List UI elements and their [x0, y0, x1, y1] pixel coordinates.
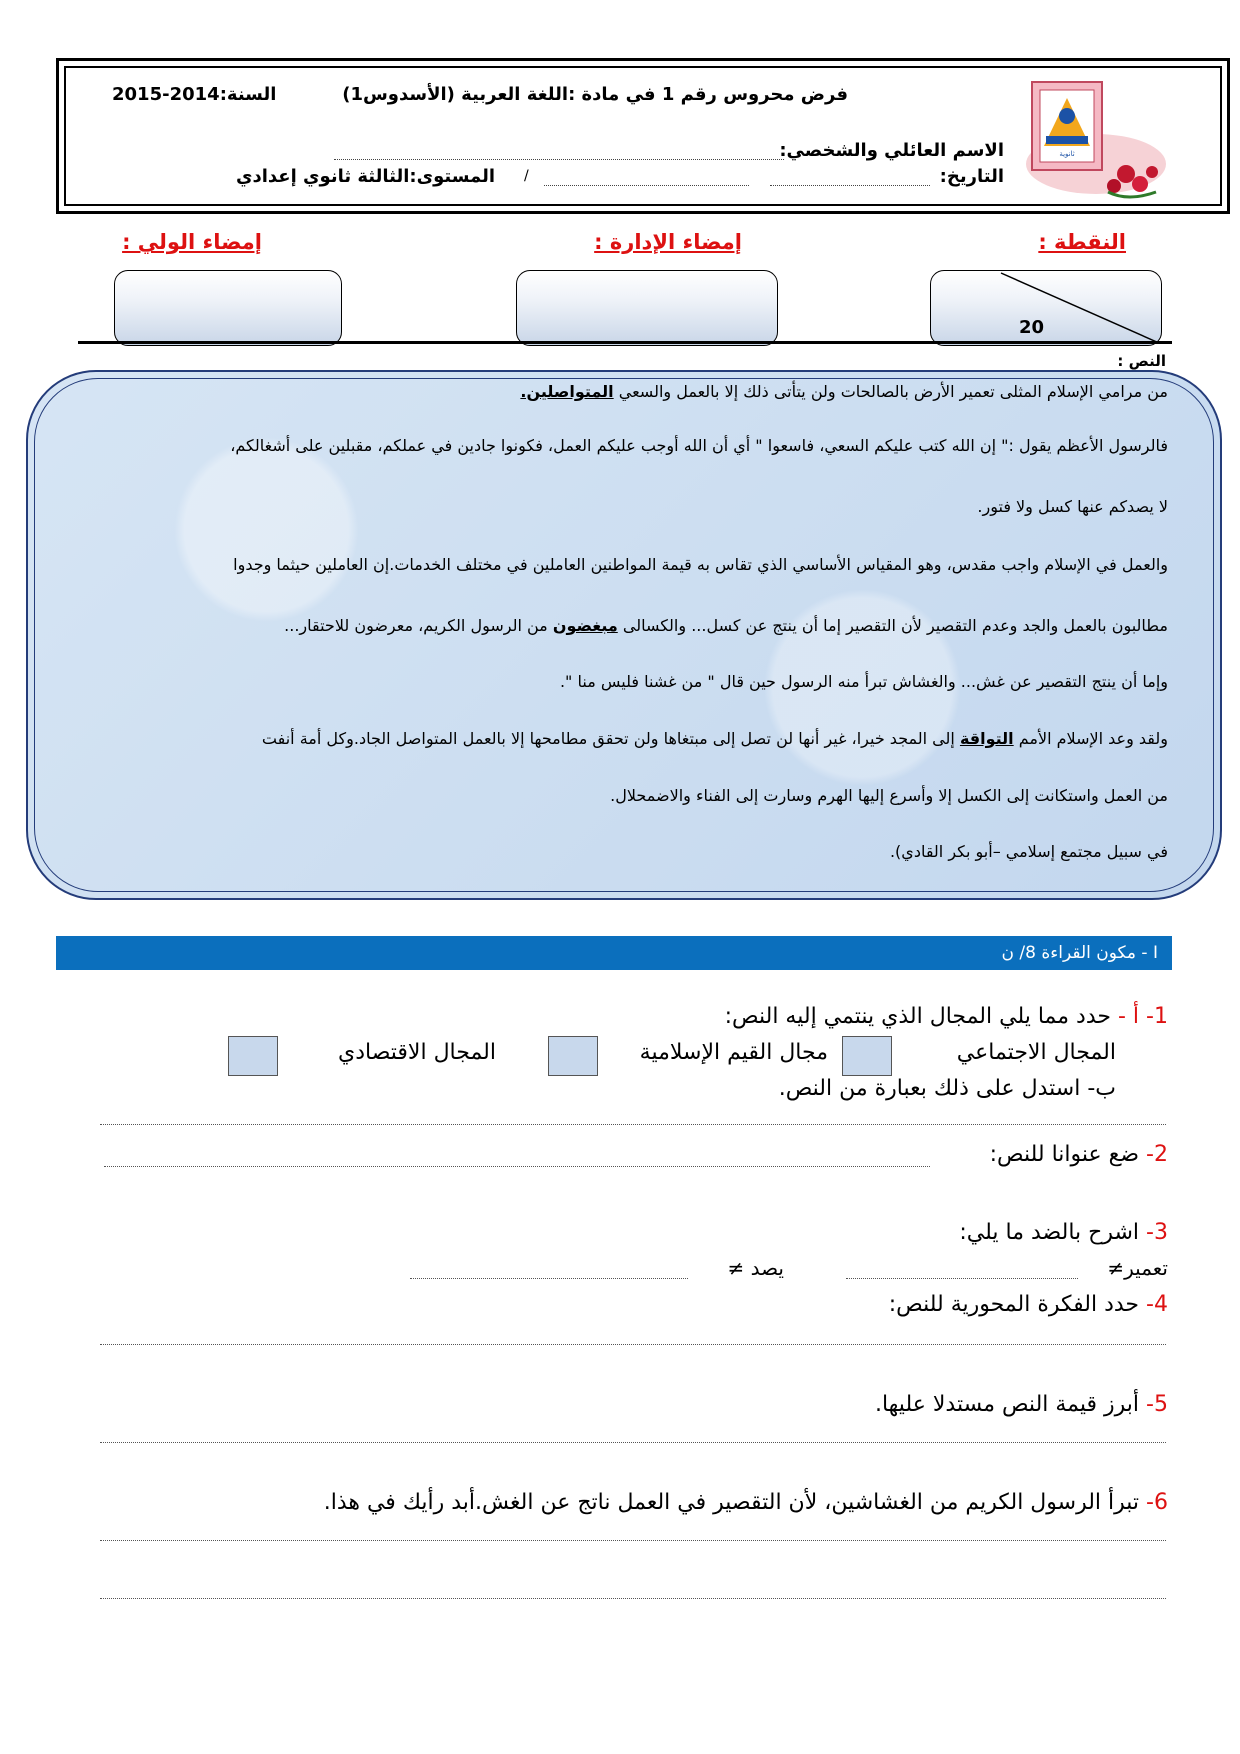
school-year: السنة:2014-2015: [112, 84, 277, 105]
date-slash: /: [524, 168, 529, 184]
admin-signature-label: إمضاء الإدارة :: [594, 230, 742, 254]
text-keyword-2: مبغضون: [552, 616, 618, 635]
grade-diagonal: [931, 271, 1163, 347]
level: المستوى:الثالثة ثانوي إعدادي: [236, 166, 496, 187]
grade-total: 20: [1019, 317, 1045, 338]
q4-prompt: 4- حدد الفكرة المحورية للنص:: [888, 1292, 1168, 1317]
school-logo: [1018, 76, 1168, 206]
date-label: التاريخ:: [939, 166, 1004, 187]
text-label: النص :: [1117, 352, 1166, 370]
q2-answer-line[interactable]: [104, 1166, 930, 1167]
option-islamic-values-label: مجال القيم الإسلامية: [639, 1040, 828, 1065]
text-keyword-3: التواقة: [959, 729, 1014, 748]
parent-signature-label: إمضاء الولي :: [122, 230, 262, 254]
q1-prompt: 1- أ - حدد مما يلي المجال الذي ينتمي إليه النص:: [724, 1004, 1168, 1029]
q6-answer-line-1[interactable]: [100, 1540, 1166, 1541]
separator-line: [78, 341, 1172, 344]
q3-word-2: يصد ≠: [727, 1256, 784, 1280]
date-field[interactable]: [770, 184, 930, 186]
option-islamic-values-checkbox[interactable]: [548, 1036, 598, 1076]
q6-prompt: 6- تبرأ الرسول الكريم من الغشاشين، لأن التقصير في العمل ناتج عن الغش.أبد رأيك في هذا.: [323, 1490, 1168, 1515]
q1b-prompt: ب- استدل على ذلك بعبارة من النص.: [778, 1076, 1116, 1101]
q3-answer-1[interactable]: [846, 1278, 1078, 1279]
option-social-checkbox[interactable]: [842, 1036, 892, 1076]
name-label: الاسم العائلي والشخصي:: [779, 140, 1004, 161]
logo-caption: ثانوية: [1059, 150, 1075, 158]
text-line-4: والعمل في الإسلام واجب مقدس، وهو المقياس الأساسي الذي تقاس به قيمة المواطنين العاملين في مختلف الخدمات.إن العاملين حيثما وجدوا: [233, 555, 1168, 574]
reading-section-title: I - مكون القراءة 8/ ن: [1001, 943, 1158, 963]
date-field-2[interactable]: [544, 184, 749, 186]
text-keyword-1: المتواصلين.: [520, 382, 614, 401]
grade-box[interactable]: [930, 270, 1162, 346]
text-panel-inner: [34, 378, 1214, 892]
text-line-5: مطالبون بالعمل والجد وعدم التقصير لأن التقصير إما أن ينتج عن كسل... والكسالى مبغضون من الرسول الكريم، معرضون للاحتقار...: [284, 616, 1168, 635]
q3-answer-2[interactable]: [410, 1278, 688, 1279]
parent-signature-box[interactable]: [114, 270, 342, 346]
option-social-label: المجال الاجتماعي: [956, 1040, 1116, 1065]
text-line-7: ولقد وعد الإسلام الأمم التواقة إلى المجد خيرا، غير أنها لن تصل إلى مبتغاها ولن تحقق مطامحها إلا بالعمل المتواصل الجاد.وكل أمة أنفت: [261, 729, 1168, 748]
q3-prompt: 3- اشرح بالضد ما يلي:: [959, 1220, 1168, 1245]
option-economic-label: المجال الاقتصادي: [337, 1040, 496, 1065]
q1-answer-line[interactable]: [100, 1124, 1166, 1125]
q6-answer-line-2[interactable]: [100, 1598, 1166, 1599]
q4-answer-line[interactable]: [100, 1344, 1166, 1345]
q2-prompt: 2- ضع عنوانا للنص:: [989, 1142, 1168, 1167]
text-line-2: فالرسول الأعظم يقول :" إن الله كتب عليكم السعي، فاسعوا " أي أن الله أوجب عليكم العمل، فكونوا جادين في عملكم، مقبلين على أشغالكم،: [230, 436, 1168, 455]
q5-prompt: 5- أبرز قيمة النص مستدلا عليها.: [874, 1392, 1168, 1417]
q3-word-1: تعمير≠: [1107, 1256, 1168, 1280]
admin-signature-box[interactable]: [516, 270, 778, 346]
text-line-1: من مرامي الإسلام المثلى تعمير الأرض بالصالحات ولن يتأتى ذلك إلا بالعمل والسعي المتواصلين.: [520, 382, 1168, 401]
reading-section-bar: [56, 936, 1172, 970]
name-field[interactable]: [334, 158, 784, 160]
text-line-3: لا يصدكم عنها كسل ولا فتور.: [977, 497, 1168, 516]
text-line-8: من العمل واستكانت إلى الكسل إلا وأسرع إليها الهرم وسارت إلى الفناء والاضمحلال.: [610, 786, 1168, 805]
exam-title: فرض محروس رقم 1 في مادة :اللغة العربية (الأسدوس1): [342, 84, 848, 105]
grade-label: النقطة :: [1038, 230, 1126, 254]
q5-answer-line[interactable]: [100, 1442, 1166, 1443]
option-economic-checkbox[interactable]: [228, 1036, 278, 1076]
text-line-6: وإما أن ينتج التقصير عن غش... والغشاش تبرأ منه الرسول حين قال " من غشنا فليس منا ".: [559, 672, 1168, 691]
text-source: في سبيل مجتمع إسلامي –أبو بكر القادي).: [889, 842, 1168, 861]
